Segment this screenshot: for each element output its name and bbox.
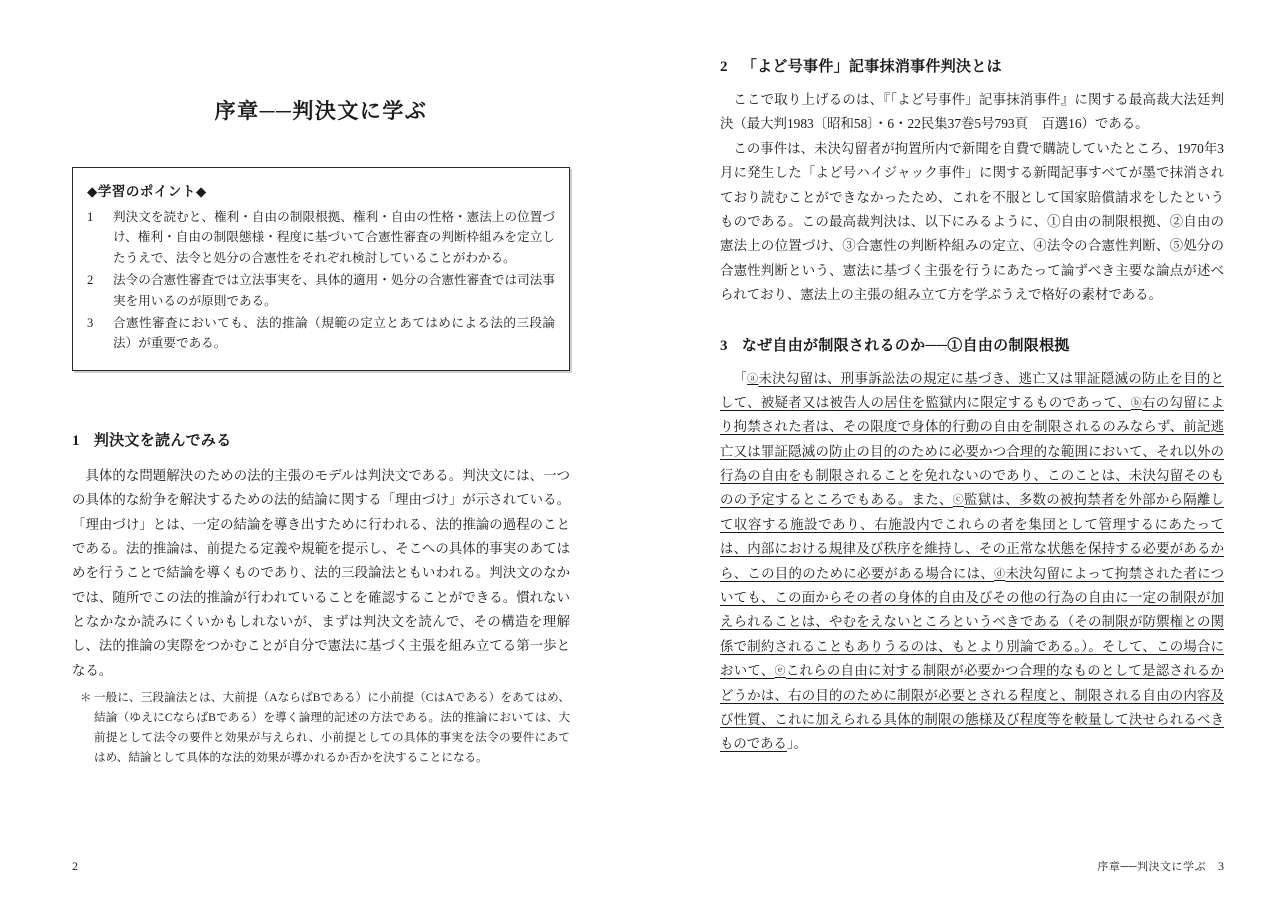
section-title: 「よど号事件」記事抹消事件判決とは [741, 59, 1002, 75]
section-2-paragraph-1: ここで取り上げるのは、『「よど号事件」記事抹消事件』に関する最高裁大法廷判決（最大判1983〔昭和58〕・6・22民集37巻5号793頁 百選16）である。 [720, 92, 1224, 132]
learning-points-box [72, 167, 570, 371]
section-title: 判決文を読んでみる [93, 432, 232, 449]
quote-segment: 監獄は、多数の被拘禁者を外部から隔離して収容する施設であり、右施設内でこれらの者を集団として管理するにあたっては、内部における規律及び秩序を維持し、その正常な状態を保持する必要があるから、この目的のために必要がある場合には、 [720, 492, 1224, 581]
section-heading-2 [720, 55, 1224, 76]
quote-segment: 」。 [786, 736, 808, 752]
list-item-number: 1 [87, 210, 94, 224]
section-number: 3 [720, 337, 728, 354]
section-1-paragraph: 具体的な問題解決のための法的主張のモデルは判決文である。判決文には、一つの具体的な紛争を解決するための法的結論に関する「理由づけ」が示されている。「理由づけ」とは、一定の結論を導き出すために行われる、法的推論の過程のことである。法的推論は、前提たる定義や規範を提示し、そこへの具体的事実のあてはめを行うことで結論を導くものであり、法的三段論法ともいわれる。判決文のなかでは、随所でこの法的推論が行われていることを確認することができる。慣れないとなかなか読みにくいかもしれないが、まずは判決文を読んで、その構造を理解し、法的推論の実際をつかむことが自分で憲法に基づく主張を組み立てる第一歩となる。 [72, 467, 570, 678]
list-item-number: 3 [87, 315, 94, 330]
quote-marker: ⓓ [994, 567, 1006, 580]
footnote [72, 688, 570, 768]
list-item-text: 法令の合憲性審査では立法事実を、具体的適用・処分の合憲性審査では司法事実を用いるのが原則である。 [113, 273, 555, 308]
section-heading-1 [72, 429, 570, 450]
page-number-right: 3 [1218, 859, 1224, 873]
section-2-paragraph-2: この事件は、未決勾留者が拘置所内で新聞を自費で購読していたところ、1970年3月に発生した「よど号ハイジャック事件」に関する新聞記事すべてが墨で抹消されており読むことができなかったため、これを不服として国家賠償請求をしたというものである。この最高裁判決は、以下にみるように、①自由の制限根拠、②自由の憲法上の位置づけ、③合憲性の判断枠組みの定立、④法令の合憲性判断、⑤処分の合憲性判断という、憲法に基づく主張を行うにあたって論ずべき主要な論点が述べられており、憲法上の主張の組み立て方を学ぶうえで格好の素材である。 [720, 140, 1224, 303]
section-number: 2 [720, 59, 728, 75]
list-item-number: 2 [87, 273, 94, 288]
quote-marker: ⓔ [774, 665, 786, 678]
list-item [87, 270, 555, 311]
page-title: 序章──判決文に学ぶ [214, 99, 428, 123]
quote-segment: 未決勾留によって拘禁された者についても、この面からその者の身体的自由及びその他の行為の自由に一定の制限が加えられることは、やむをえないところというべきである（その制限が防禦権との関係で制約されることもありうるのは、もとより別論である。）。そして、この場合において、 [720, 565, 1225, 679]
quote-segment: これらの自由に対する制限が必要かつ合理的なものとして是認されるかどうかは、右の目的のために制限が必要とされる程度と、制限される自由の内容及び性質、これに加えられる具体的制限の態様及び程度等を較量して決せられるべきものである [720, 663, 1224, 752]
list-item [87, 313, 555, 354]
footnote-text: 一般に、三段論法とは、大前提（AならばBである）に小前提（CはAである）をあてはめ、結論（ゆえにCならばBである）を導く論理的記述の方法である。法的推論においては、大前提として法令の要件と効果が与えられ、小前提としての具体的事実を法令の要件にあてはめ、結論として具体的な法的効果が導かれるか否かを決することになる。 [94, 691, 571, 765]
section-number: 1 [72, 432, 80, 449]
page-number-left: 2 [72, 859, 78, 873]
judgment-quotation [720, 367, 1224, 757]
quote-segment: 右の勾留により拘禁された者は、その限度で身体的行動の自由を制限されるのみならず、前記逃亡又は罪証隠滅の防止の目的のために必要かつ合理的な範囲において、それ以外の行為の自由をも制限されることを免れないのであり、このことは、未決勾留そのものの予定するところでもある。また、 [720, 394, 1225, 508]
learning-points-title: ◆学習のポイント◆ [87, 184, 207, 199]
list-item [87, 207, 555, 268]
quote-segment: 未決勾留は、刑事訴訟法の規定に基づき、逃亡又は罪証隠滅の防止を目的として、被疑者又は被告人の居住を監獄内に限定するものであって、 [720, 370, 1225, 410]
quote-marker: ⓒ [952, 494, 965, 507]
running-head: 序章──判決文に学ぶ [1097, 861, 1206, 873]
list-item-text: 判決文を読むと、権利・自由の制限根拠、権利・自由の性格・憲法上の位置づけ、権利・自由の制限態様・程度に基づいて合憲性審査の判断枠組みを定立したうえで、法令と処分の合憲性をそれぞれ検討していることがわかる。 [113, 210, 555, 265]
quote-marker: ⓐ [747, 372, 759, 385]
section-title: なぜ自由が制限されるのか──①自由の制限根拠 [741, 337, 1070, 354]
right-page [642, 0, 1284, 910]
page-footer-right [1097, 858, 1224, 874]
quote-segment: 「 [733, 370, 748, 386]
list-item-text: 合憲性審査においても、法的推論（規範の定立とあてはめによる法的三段論法）が重要である。 [113, 315, 555, 351]
section-heading-3 [720, 334, 1224, 355]
quote-marker: ⓑ [1130, 396, 1143, 409]
footnote-marker: ＊ [80, 691, 92, 705]
